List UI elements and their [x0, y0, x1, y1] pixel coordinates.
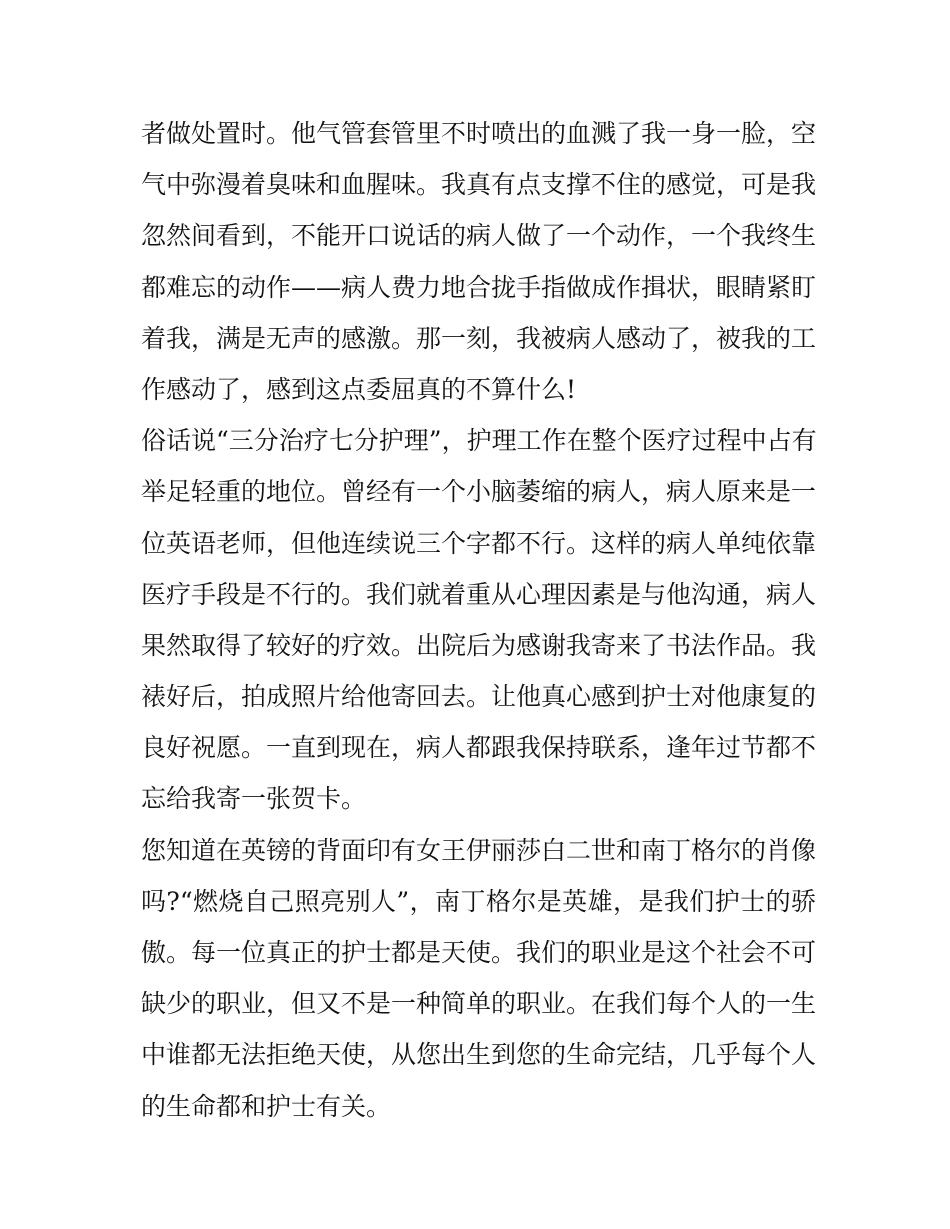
- text-line: 傲。每一位真正的护士都是天使。我们的职业是这个社会不可: [141, 938, 817, 967]
- text-line: 您知道在英镑的背面印有女王伊丽莎白二世和南丁格尔的肖像: [141, 835, 817, 865]
- text-line: 着我，满是无声的感激。那一刻，我被病人感动了，被我的工: [141, 323, 817, 353]
- text-line: 者做处置时。他气管套管里不时喷出的血溅了我一身一脸，空: [141, 119, 817, 148]
- text-line: 作感动了，感到这点委屈真的不算什么!: [141, 374, 577, 404]
- text-line: 忽然间看到，不能开口说话的病人做了一个动作，一个我终生: [141, 221, 817, 251]
- text-line: 都难忘的动作——病人费力地合拢手指做成作揖状，眼睛紧盯: [141, 272, 817, 302]
- text-line: 医疗手段是不行的。我们就着重从心理因素是与他沟通，病人: [141, 579, 817, 609]
- text-line: 裱好后，拍成照片给他寄回去。让他真心感到护士对他康复的: [141, 682, 817, 712]
- text-line: 的生命都和护士有关。: [141, 1091, 392, 1121]
- text-line: 忘给我寄一张贺卡。: [141, 784, 367, 814]
- text-line: 吗?“燃烧自己照亮别人”，南丁格尔是英雄，是我们护士的骄: [141, 886, 816, 916]
- paragraph: [141, 108, 816, 415]
- document-body: [141, 108, 816, 1132]
- text-line: 位英语老师，但他连续说三个字都不行。这样的病人单纯依靠: [141, 528, 817, 558]
- text-line: 中谁都无法拒绝天使，从您出生到您的生命完结，几乎每个人: [141, 1040, 817, 1070]
- text-line: 气中弥漫着臭味和血腥味。我真有点支撑不住的感觉，可是我: [141, 170, 817, 200]
- text-line: 果然取得了较好的疗效。出院后为感谢我寄来了书法作品。我: [141, 630, 817, 660]
- text-line: 缺少的职业，但又不是一种简单的职业。在我们每个人的一生: [141, 989, 817, 1019]
- text-line: 俗话说“三分治疗七分护理”，护理工作在整个医疗过程中占有: [141, 426, 817, 456]
- text-line: 举足轻重的地位。曾经有一个小脑萎缩的病人，病人原来是一: [141, 477, 817, 507]
- text-line: 良好祝愿。一直到现在，病人都跟我保持联系，逢年过节都不: [141, 733, 817, 763]
- paragraph: [141, 825, 816, 1132]
- paragraph: [141, 415, 816, 825]
